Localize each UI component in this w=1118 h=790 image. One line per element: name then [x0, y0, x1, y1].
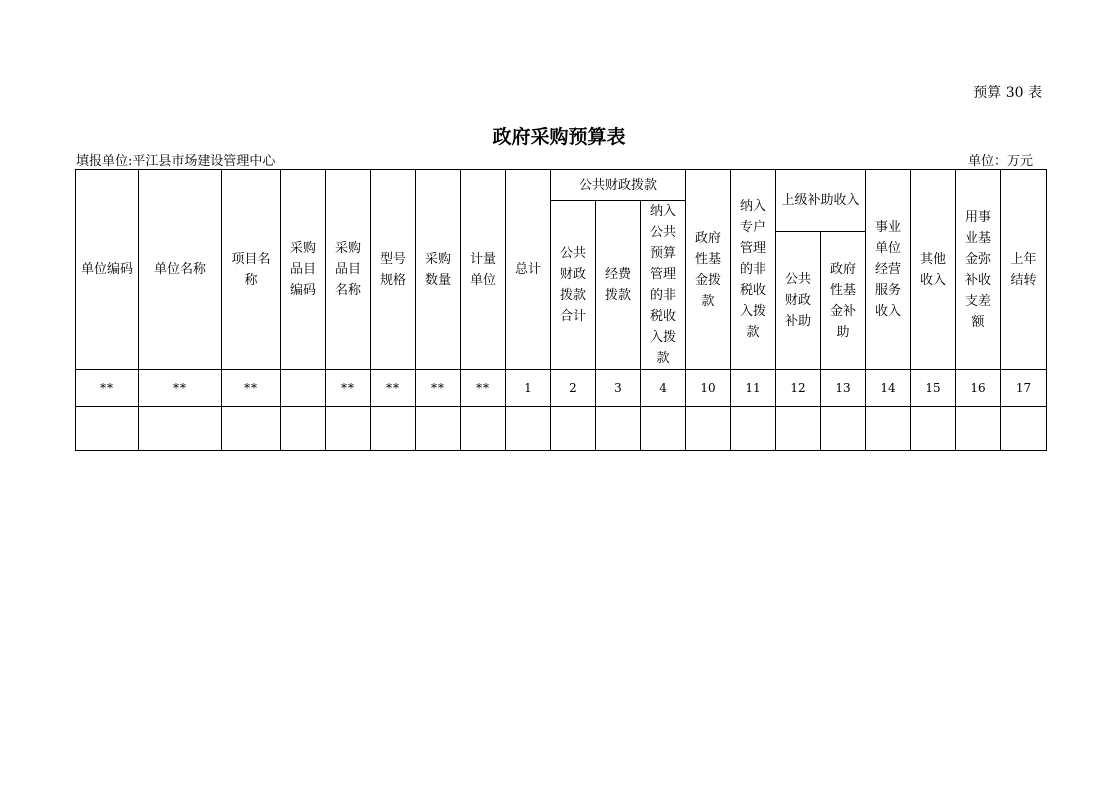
table-cell: 15: [911, 370, 956, 407]
table-cell: [281, 407, 326, 451]
col-model-spec: 型号 规格: [371, 170, 416, 370]
col-nontax-budget: 纳入 公共 预算 管理 的非 税收 入拨 款: [641, 201, 686, 370]
table-cell: 17: [1001, 370, 1047, 407]
table-cell: [139, 407, 222, 451]
col-gov-fund: 政府 性基 金拨 款: [686, 170, 731, 370]
table-cell: **: [371, 370, 416, 407]
table-cell: **: [416, 370, 461, 407]
table-cell: [1001, 407, 1047, 451]
currency-unit: 单位：万元: [967, 154, 1033, 169]
table-cell: 11: [731, 370, 776, 407]
table-cell: 4: [641, 370, 686, 407]
col-fund-offset: 用事 业基 金弥 补收 支差 额: [956, 170, 1001, 370]
table-cell: 16: [956, 370, 1001, 407]
table-cell: 12: [776, 370, 821, 407]
table-cell: [76, 407, 139, 451]
table-cell: [866, 407, 911, 451]
col-quantity: 采购 数量: [416, 170, 461, 370]
table-cell: **: [76, 370, 139, 407]
table-cell: [551, 407, 596, 451]
col-total: 总计: [506, 170, 551, 370]
group-superior-subsidy: 上级补助收入: [776, 170, 866, 232]
col-measure-unit: 计量 单位: [461, 170, 506, 370]
table-cell: [641, 407, 686, 451]
table-cell: [416, 407, 461, 451]
table-cell: 2: [551, 370, 596, 407]
procurement-budget-table: [75, 169, 1047, 451]
table-cell: **: [461, 370, 506, 407]
table-cell: [281, 370, 326, 407]
table-cell: [956, 407, 1001, 451]
col-item-code: 采购 品目 编码: [281, 170, 326, 370]
table-cell: 10: [686, 370, 731, 407]
form-number: 预算 30 表: [973, 85, 1042, 101]
col-other-income: 其他 收入: [911, 170, 956, 370]
col-gov-fund-subsidy: 政府 性基 金补 助: [821, 232, 866, 370]
table-cell: 1: [506, 370, 551, 407]
table-cell: [686, 407, 731, 451]
table-cell: [371, 407, 416, 451]
data-row-empty: [76, 407, 1047, 451]
table-cell: [776, 407, 821, 451]
table-cell: **: [139, 370, 222, 407]
col-funding: 经费 拨款: [596, 201, 641, 370]
table-cell: [461, 407, 506, 451]
col-public-subsidy: 公共 财政 补助: [776, 232, 821, 370]
table-cell: **: [326, 370, 371, 407]
table-cell: [911, 407, 956, 451]
table-cell: 3: [596, 370, 641, 407]
col-special-account: 纳入 专户 管理 的非 税收 入拨 款: [731, 170, 776, 370]
col-business-income: 事业 单位 经营 服务 收入: [866, 170, 911, 370]
page-title: 政府采购预算表: [492, 126, 626, 148]
table-cell: [326, 407, 371, 451]
group-public-finance: 公共财政拨款: [551, 170, 686, 201]
table-cell: [506, 407, 551, 451]
table-cell: 14: [866, 370, 911, 407]
table-cell: [222, 407, 281, 451]
col-unit-code: 单位编码: [76, 170, 139, 370]
col-unit-name: 单位名称: [139, 170, 222, 370]
col-public-total: 公共 财政 拨款 合计: [551, 201, 596, 370]
table-cell: **: [222, 370, 281, 407]
col-carryover: 上年 结转: [1001, 170, 1047, 370]
col-item-name: 采购 品目 名称: [326, 170, 371, 370]
table-cell: 13: [821, 370, 866, 407]
filling-unit: 填报单位:平江县市场建设管理中心: [76, 154, 276, 169]
header-row-1: [76, 170, 1047, 201]
col-project-name: 项目名 称: [222, 170, 281, 370]
table-cell: [821, 407, 866, 451]
table-cell: [731, 407, 776, 451]
code-row: [76, 370, 1047, 407]
table-cell: [596, 407, 641, 451]
